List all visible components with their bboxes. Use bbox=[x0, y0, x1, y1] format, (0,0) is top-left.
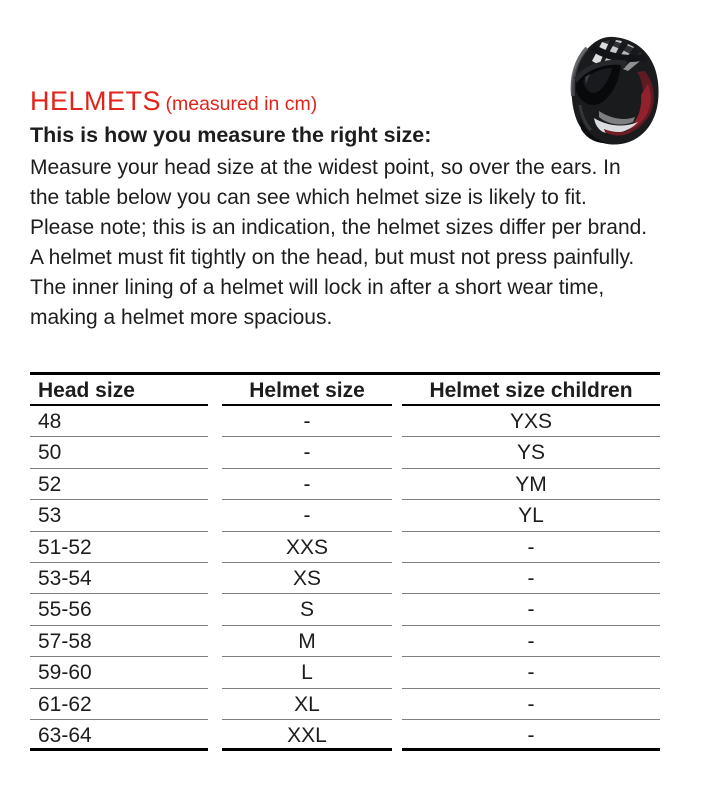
table-cell: XXL bbox=[222, 720, 392, 751]
table-cell: 53-54 bbox=[30, 563, 208, 594]
table-row bbox=[30, 626, 660, 657]
table-cell: 55-56 bbox=[30, 594, 208, 625]
table-row bbox=[30, 594, 660, 625]
paragraph-line: A helmet must fit tightly on the head, but must not press painfully. bbox=[30, 246, 635, 269]
table-cell: YM bbox=[402, 469, 660, 500]
table-cell: - bbox=[402, 720, 660, 751]
column-header: Helmet size children bbox=[402, 376, 660, 406]
table-cell: YL bbox=[402, 500, 660, 531]
page-title-subtitle: (measured in cm) bbox=[165, 93, 318, 115]
table-row bbox=[30, 500, 660, 531]
table-cell: - bbox=[402, 563, 660, 594]
table-cell: 61-62 bbox=[30, 689, 208, 720]
table-cell: 51-52 bbox=[30, 532, 208, 563]
table-cell: - bbox=[402, 657, 660, 688]
table-row bbox=[30, 720, 660, 751]
table-cell: - bbox=[222, 469, 392, 500]
table-cell: XL bbox=[222, 689, 392, 720]
page-title-text: HELMETS bbox=[30, 86, 162, 116]
table-cell: - bbox=[402, 532, 660, 563]
table-cell: - bbox=[222, 500, 392, 531]
table-cell: - bbox=[402, 689, 660, 720]
helmet-photo bbox=[560, 32, 668, 152]
table-cell: 53 bbox=[30, 500, 208, 531]
table-header-row bbox=[30, 376, 660, 406]
table-row bbox=[30, 406, 660, 437]
column-header: Helmet size bbox=[222, 376, 392, 406]
full-face-helmet-icon bbox=[560, 32, 668, 152]
table-cell: - bbox=[402, 626, 660, 657]
table-cell: 52 bbox=[30, 469, 208, 500]
column-header: Head size bbox=[30, 376, 208, 406]
paragraph-line: The inner lining of a helmet will lock in after a short wear time, bbox=[30, 276, 605, 299]
table-body bbox=[30, 406, 660, 751]
table-row bbox=[30, 469, 660, 500]
table-header bbox=[30, 376, 660, 406]
table-row bbox=[30, 563, 660, 594]
table-row bbox=[30, 657, 660, 688]
table-cell: S bbox=[222, 594, 392, 625]
table-cell: YS bbox=[402, 437, 660, 468]
helmet-size-table bbox=[30, 372, 660, 751]
paragraph-line: Please note; this is an indication, the helmet sizes differ per brand. bbox=[30, 216, 648, 239]
table-cell: M bbox=[222, 626, 392, 657]
table-cell: L bbox=[222, 657, 392, 688]
paragraph-line: the table below you can see which helmet size is likely to fit. bbox=[30, 186, 587, 209]
table-row bbox=[30, 532, 660, 563]
table-cell: - bbox=[222, 406, 392, 437]
table-cell: 57-58 bbox=[30, 626, 208, 657]
table-cell: XXS bbox=[222, 532, 392, 563]
table-row bbox=[30, 437, 660, 468]
intro-paragraph bbox=[30, 153, 720, 333]
table-cell: 63-64 bbox=[30, 720, 208, 751]
paragraph-line: making a helmet more spacious. bbox=[30, 306, 333, 329]
table-cell: 59-60 bbox=[30, 657, 208, 688]
table-cell: - bbox=[402, 594, 660, 625]
paragraph-line: Measure your head size at the widest point, so over the ears. In bbox=[30, 156, 621, 179]
table-cell: YXS bbox=[402, 406, 660, 437]
table-cell: XS bbox=[222, 563, 392, 594]
table-cell: - bbox=[222, 437, 392, 468]
section-heading: This is how you measure the right size: bbox=[30, 123, 432, 147]
table-cell: 50 bbox=[30, 437, 208, 468]
table-cell: 48 bbox=[30, 406, 208, 437]
table-row bbox=[30, 689, 660, 720]
